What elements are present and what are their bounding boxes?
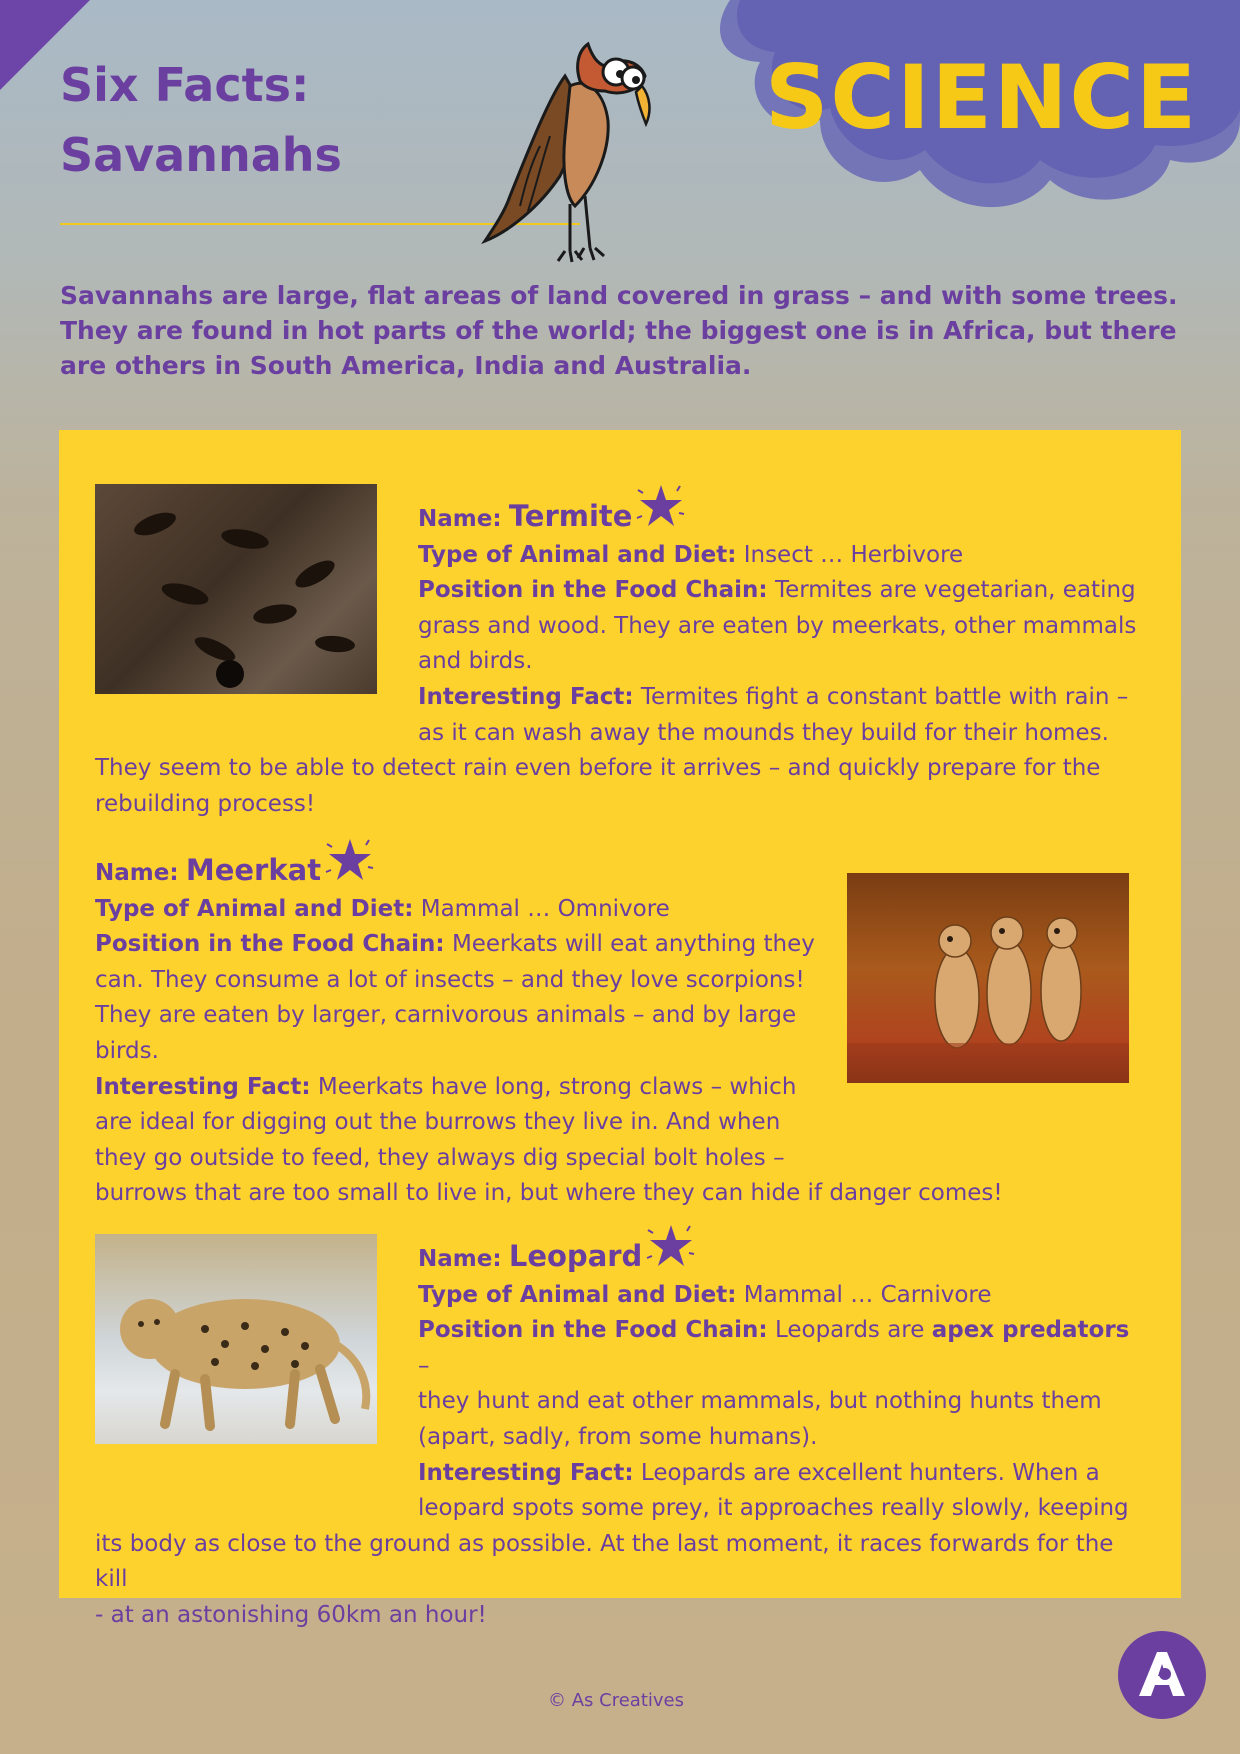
- name-line: Name: Termite: [95, 480, 1145, 538]
- name-line: Name: Leopard: [95, 1220, 1145, 1278]
- termite-section: Name: Termite Type of Animal and Diet: Insect … Herbivore Position in the Food Chain: Termites are vegetarian, eating grass and wood. They are eaten by meerkats, other mammals and birds. Interesting Fact: Termites fight a constant battle with rain – as it can wash away the mounds they build for their homes. They seem to be able to detect rain even before it arrives – and quickly prepare for the rebuilding process!: [95, 480, 1145, 822]
- animal-name: Leopard: [508, 1239, 643, 1273]
- leopard-section: Name: Leopard Type of Animal and Diet: Mammal … Carnivore Position in the Food Chain: Leopards are apex predators – they hunt and eat other mammals, but nothing hunts them (apart, sadly, from some humans). Interesting Fact: Leopards are excellent hunters. When a leopard spots some prey, it approaches really slowly, keeping its body as close to the ground as possible. At the last moment, it races forwards for the kill - at an astonishing 60km an hour!: [95, 1220, 1145, 1634]
- fact-line: Interesting Fact: Termites fight a constant battle with rain –: [418, 683, 1129, 710]
- position-line: Position in the Food Chain: Termites are vegetarian, eating: [418, 577, 1136, 604]
- position-line: Position in the Food Chain: Meerkats will eat anything they: [95, 931, 815, 958]
- a-logo-icon: [1117, 1630, 1207, 1720]
- position-line: Position in the Food Chain: Leopards are apex predators –: [418, 1317, 1130, 1379]
- name-line: Name: Meerkat: [95, 834, 1145, 892]
- page-title: Six Facts: Savannahs: [60, 58, 342, 182]
- star-icon: [634, 480, 688, 534]
- type-line: Type of Animal and Diet: Mammal … Carnivore: [418, 1281, 992, 1308]
- cartoon-bird-icon: [470, 36, 680, 266]
- fact-line: Interesting Fact: Meerkats have long, strong claws – which: [95, 1073, 797, 1100]
- type-line: Type of Animal and Diet: Mammal … Omnivore: [95, 895, 670, 922]
- star-icon: [644, 1220, 698, 1274]
- type-line: Type of Animal and Diet: Insect … Herbivore: [418, 541, 964, 568]
- animal-name: Termite: [508, 499, 633, 533]
- copyright-text: © As Creatives: [548, 1690, 684, 1711]
- meerkat-photo: [847, 873, 1129, 1083]
- science-logo: SCIENCE: [765, 46, 1199, 149]
- animal-name: Meerkat: [185, 853, 322, 887]
- fact-line: Interesting Fact: Leopards are excellent hunters. When a: [418, 1459, 1100, 1486]
- facts-panel: [59, 430, 1181, 1628]
- intro-text: Savannahs are large, flat areas of land covered in grass – and with some trees. They are found in hot parts of the world; the biggest one is in Africa, but there are others in South America, India and Australia.: [60, 281, 1178, 380]
- meerkat-section: Name: Meerkat Type of Animal and Diet: Mammal … Omnivore Position in the Food Chain: Meerkats will eat anything they can. They consume a lot of insects – and they love scorpions! They are eaten by larger, carnivorous animals – and by large birds. Interesting Fact: Meerkats have long, strong claws – which are ideal for digging out the burrows they live in. And when they go outside to feed, they always dig special bolt holes – burrows that are too small to live in, but where they can hide if danger comes!: [95, 834, 1145, 1212]
- star-icon: [323, 834, 377, 888]
